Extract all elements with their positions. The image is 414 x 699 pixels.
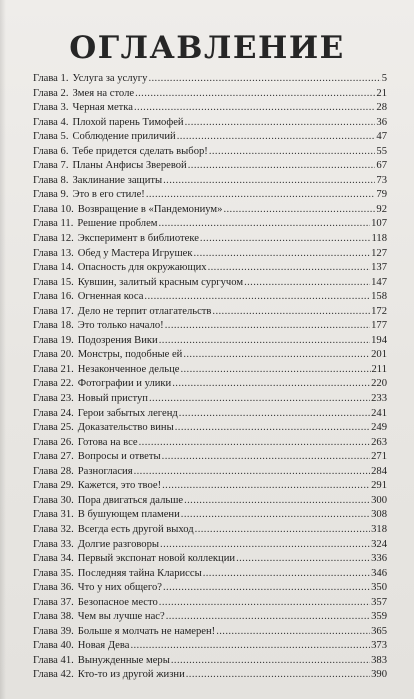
page-number: 390	[371, 669, 387, 681]
chapter-number: Глава 21.	[33, 363, 74, 375]
page-number: 249	[371, 422, 387, 434]
chapter-title: Пора двигаться дальше	[77, 494, 184, 506]
dot-leader	[203, 567, 370, 582]
dot-leader	[188, 159, 376, 174]
chapter-title: Что у них общего?	[77, 582, 162, 594]
chapter-title: В бушующем пламени	[77, 509, 180, 521]
dot-leader	[135, 87, 375, 102]
toc-entry	[33, 72, 387, 87]
page-number: 365	[371, 625, 387, 637]
chapter-number: Глава 32.	[33, 523, 74, 535]
chapter-number: Глава 7.	[33, 160, 69, 172]
toc-entry	[33, 639, 387, 654]
page-gutter-shadow	[0, 0, 6, 699]
dot-leader	[212, 305, 370, 320]
chapter-number: Глава 14.	[33, 262, 74, 274]
chapter-number: Глава 8.	[33, 174, 69, 186]
toc-entry	[33, 232, 387, 247]
dot-leader	[216, 625, 370, 640]
chapter-title: Черная метка	[72, 102, 133, 114]
dot-leader	[148, 72, 380, 87]
dot-leader	[163, 581, 370, 596]
page-number: 73	[376, 174, 387, 186]
toc-entry	[33, 465, 387, 480]
chapter-number: Глава 35.	[33, 567, 74, 579]
chapter-number: Глава 5.	[33, 131, 69, 143]
toc-entry	[33, 101, 387, 116]
dot-leader	[149, 392, 370, 407]
page-number: 263	[371, 436, 387, 448]
page-number: 127	[371, 247, 387, 259]
chapter-number: Глава 41.	[33, 654, 74, 666]
page-number: 21	[376, 87, 387, 99]
chapter-title: Тебе придется сделать выбор!	[72, 145, 208, 157]
toc-entry	[33, 421, 387, 436]
chapter-number: Глава 37.	[33, 596, 74, 608]
dot-leader	[179, 407, 370, 422]
toc-entry	[33, 610, 387, 625]
toc-entry	[33, 188, 387, 203]
chapter-title: Обед у Мастера Игрушек	[77, 247, 193, 259]
chapter-number: Глава 10.	[33, 203, 74, 215]
dot-leader	[146, 188, 376, 203]
chapter-number: Глава 11.	[33, 218, 74, 230]
dot-leader	[208, 261, 371, 276]
chapter-number: Глава 24.	[33, 407, 74, 419]
chapter-number: Глава 15.	[33, 276, 74, 288]
chapter-title: Эксперимент в библиотеке	[77, 233, 199, 245]
dot-leader	[186, 668, 370, 683]
dot-leader	[160, 538, 370, 553]
dot-leader	[158, 217, 370, 232]
chapter-title: Огненная коса	[77, 291, 144, 303]
chapter-number: Глава 3.	[33, 102, 69, 114]
chapter-number: Глава 38.	[33, 611, 74, 623]
chapter-number: Глава 17.	[33, 305, 74, 317]
chapter-title: Монстры, подобные ей	[77, 349, 183, 361]
dot-leader	[223, 203, 375, 218]
toc-entry	[33, 538, 387, 553]
chapter-title: Фотографии и улики	[77, 378, 172, 390]
page-number: 318	[371, 523, 387, 535]
chapter-number: Глава 12.	[33, 233, 74, 245]
toc-entry	[33, 668, 387, 683]
chapter-number: Глава 4.	[33, 116, 69, 128]
page-number: 137	[371, 262, 387, 274]
page-number: 172	[371, 305, 387, 317]
toc-entry	[33, 159, 387, 174]
page-number: 194	[371, 334, 387, 346]
page-number: 357	[371, 596, 387, 608]
page-number: 55	[376, 145, 387, 157]
dot-leader	[236, 552, 370, 567]
page-number: 158	[371, 291, 387, 303]
toc-entry	[33, 552, 387, 567]
chapter-title: Это только начало!	[77, 320, 164, 332]
dot-leader	[172, 377, 370, 392]
dot-leader	[139, 436, 370, 451]
dot-leader	[194, 247, 371, 262]
chapter-title: Это в его стиле!	[72, 189, 145, 201]
chapter-title: Заклинание защиты	[72, 174, 163, 186]
dot-leader	[162, 479, 370, 494]
chapter-title: Вынужденные меры	[77, 654, 170, 666]
page-number: 284	[371, 465, 387, 477]
page-number: 373	[371, 640, 387, 652]
toc-entry	[33, 247, 387, 262]
toc-entry	[33, 407, 387, 422]
dot-leader	[183, 348, 370, 363]
chapter-title: Незаконченное дельце	[77, 363, 180, 375]
chapter-number: Глава 27.	[33, 451, 74, 463]
toc-entry	[33, 334, 387, 349]
chapter-number: Глава 31.	[33, 509, 74, 521]
chapter-title: Доказательство вины	[77, 422, 174, 434]
page-number: 79	[376, 189, 387, 201]
chapter-number: Глава 36.	[33, 582, 74, 594]
page-number: 324	[371, 538, 387, 550]
page-number: 201	[371, 349, 387, 361]
toc-entry	[33, 567, 387, 582]
toc-entry	[33, 130, 387, 145]
chapter-number: Глава 6.	[33, 145, 69, 157]
dot-leader	[200, 232, 371, 247]
page-number: 47	[376, 131, 387, 143]
toc-entry	[33, 596, 387, 611]
toc-entry	[33, 174, 387, 189]
chapter-title: Кажется, это твое!	[77, 480, 162, 492]
dot-leader	[130, 639, 370, 654]
chapter-number: Глава 42.	[33, 669, 74, 681]
page-number: 241	[371, 407, 387, 419]
dot-leader	[180, 363, 370, 378]
chapter-number: Глава 34.	[33, 553, 74, 565]
dot-leader	[159, 596, 370, 611]
chapter-number: Глава 30.	[33, 494, 74, 506]
toc-entry	[33, 494, 387, 509]
dot-leader	[177, 130, 376, 145]
toc-entry	[33, 276, 387, 291]
chapter-title: Возвращение в «Пандемониум»	[77, 203, 223, 215]
dot-leader	[159, 334, 370, 349]
chapter-title: Безопасное место	[77, 596, 158, 608]
chapter-title: Плохой парень Тимофей	[72, 116, 184, 128]
page-number: 36	[376, 116, 387, 128]
toc-entry	[33, 377, 387, 392]
chapter-number: Глава 23.	[33, 393, 74, 405]
toc-entry	[33, 87, 387, 102]
dot-leader	[244, 276, 370, 291]
page-number: 211	[371, 363, 387, 375]
toc-entry	[33, 290, 387, 305]
chapter-number: Глава 39.	[33, 625, 74, 637]
chapter-title: Услуга за услугу	[72, 73, 148, 84]
chapter-number: Глава 19.	[33, 334, 74, 346]
dot-leader	[184, 494, 370, 509]
chapter-number: Глава 29.	[33, 480, 74, 492]
chapter-number: Глава 28.	[33, 465, 74, 477]
table-of-contents	[33, 72, 387, 683]
chapter-title: Всегда есть другой выход	[77, 523, 194, 535]
dot-leader	[209, 145, 376, 160]
toc-entry	[33, 508, 387, 523]
dot-leader	[162, 450, 370, 465]
chapter-number: Глава 13.	[33, 247, 74, 259]
chapter-title: Дело не терпит отлагательств	[77, 305, 212, 317]
page-number: 350	[371, 582, 387, 594]
dot-leader	[163, 174, 375, 189]
toc-entry	[33, 450, 387, 465]
toc-entry	[33, 348, 387, 363]
dot-leader	[166, 610, 370, 625]
page-number: 5	[381, 73, 387, 84]
chapter-number: Глава 25.	[33, 422, 74, 434]
chapter-title: Кувшин, залитый красным сургучом	[77, 276, 244, 288]
chapter-title: Готова на все	[77, 436, 138, 448]
toc-entry	[33, 581, 387, 596]
chapter-number: Глава 20.	[33, 349, 74, 361]
dot-leader	[195, 523, 370, 538]
chapter-title: Герои забытых легенд	[77, 407, 178, 419]
chapter-title: Вопросы и ответы	[77, 451, 161, 463]
toc-entry	[33, 436, 387, 451]
page-number: 233	[371, 393, 387, 405]
page-number: 336	[371, 553, 387, 565]
page-number: 359	[371, 611, 387, 623]
page-number: 383	[371, 654, 387, 666]
toc-entry	[33, 479, 387, 494]
page-number: 92	[376, 203, 387, 215]
toc-entry	[33, 625, 387, 640]
dot-leader	[171, 654, 370, 669]
chapter-number: Глава 26.	[33, 436, 74, 448]
chapter-title: Новый приступ	[77, 393, 148, 405]
toc-entry	[33, 654, 387, 669]
chapter-number: Глава 1.	[33, 73, 69, 84]
page-number: 291	[371, 480, 387, 492]
dot-leader	[165, 319, 370, 334]
page-number: 118	[371, 233, 387, 245]
page-number: 271	[371, 451, 387, 463]
chapter-title: Долгие разговоры	[77, 538, 160, 550]
toc-entry	[33, 203, 387, 218]
chapter-number: Глава 2.	[33, 87, 69, 99]
toc-entry	[33, 523, 387, 538]
chapter-number: Глава 22.	[33, 378, 74, 390]
chapter-title: Больше я молчать не намерен!	[77, 625, 216, 637]
chapter-title: Новая Дева	[77, 640, 130, 652]
toc-entry	[33, 392, 387, 407]
chapter-number: Глава 40.	[33, 640, 74, 652]
dot-leader	[185, 116, 376, 131]
chapter-title: Змея на столе	[72, 87, 135, 99]
chapter-title: Соблюдение приличий	[72, 131, 176, 143]
chapter-number: Глава 9.	[33, 189, 69, 201]
toc-entry	[33, 319, 387, 334]
toc-entry	[33, 145, 387, 160]
chapter-title: Подозрения Вики	[77, 334, 158, 346]
page-number: 67	[376, 160, 387, 172]
chapter-number: Глава 16.	[33, 291, 74, 303]
dot-leader	[144, 290, 370, 305]
toc-entry	[33, 363, 387, 378]
page-number: 220	[371, 378, 387, 390]
page-number: 107	[371, 218, 387, 230]
chapter-title: Кто-то из другой жизни	[77, 669, 185, 681]
page-number: 177	[371, 320, 387, 332]
dot-leader	[175, 421, 370, 436]
chapter-title: Последняя тайна Кларисcы	[77, 567, 202, 579]
dot-leader	[134, 101, 375, 116]
chapter-title: Чем вы лучше нас?	[77, 611, 165, 623]
dot-leader	[181, 508, 370, 523]
toc-entry	[33, 305, 387, 320]
chapter-title: Планы Анфисы Зверевой	[72, 160, 187, 172]
chapter-title: Решение проблем	[77, 218, 158, 230]
toc-entry	[33, 217, 387, 232]
chapter-title: Первый экспонат новой коллекции	[77, 553, 236, 565]
toc-entry	[33, 116, 387, 131]
page-number: 28	[376, 102, 387, 114]
dot-leader	[134, 465, 371, 480]
chapter-number: Глава 18.	[33, 320, 74, 332]
page-number: 300	[371, 494, 387, 506]
page-number: 308	[371, 509, 387, 521]
chapter-number: Глава 33.	[33, 538, 74, 550]
page-title: ОГЛАВЛЕНИЕ	[69, 30, 345, 66]
chapter-title: Опасность для окружающих	[77, 262, 207, 274]
chapter-title: Разногласия	[77, 465, 133, 477]
page-number: 346	[371, 567, 387, 579]
toc-entry	[33, 261, 387, 276]
page-number: 147	[371, 276, 387, 288]
